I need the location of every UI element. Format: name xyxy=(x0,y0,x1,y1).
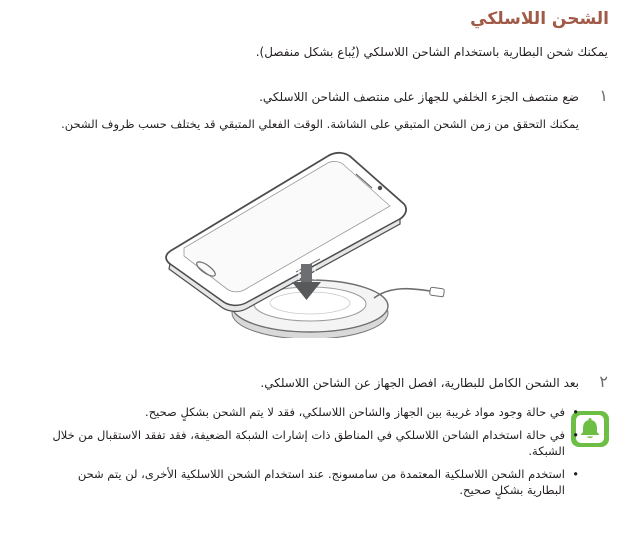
section-intro: يمكنك شحن البطارية باستخدام الشاحن اللاسلكي (يُباع بشكل منفصل). xyxy=(255,45,608,59)
step-2-text: بعد الشحن الكامل للبطارية، افصل الجهاز عن الشاحن اللاسلكي. xyxy=(260,376,579,390)
notes-list xyxy=(49,404,579,505)
note-item: • استخدم الشحن اللاسلكية المعتمدة من سامسونج. عند استخدام الشحن اللاسلكية الأخرى، لن يتم شحن البطارية بشكلٍ صحيح. xyxy=(49,466,579,498)
note-item: • في حالة استخدام الشاحن اللاسلكي في المناطق ذات إشارات الشبكة الضعيفة، فقد تفقد الاستقبال من خلال الشبكة. xyxy=(49,427,579,459)
wireless-charging-illustration xyxy=(160,148,450,338)
step-2-number: ٢ xyxy=(599,372,608,391)
step-1-text: ضع منتصف الجزء الخلفي للجهاز على منتصف الشاحن اللاسلكي. xyxy=(259,90,579,104)
step-1-note: يمكنك التحقق من زمن الشحن المتبقي على الشاشة. الوقت الفعلي المتبقي قد يختلف حسب ظروف الشحن. xyxy=(61,117,579,131)
step-1-number: ١ xyxy=(599,86,608,105)
section-title: الشحن اللاسلكي xyxy=(470,9,609,29)
note-item: • في حالة وجود مواد غريبة بين الجهاز والشاحن اللاسلكي، فقد لا يتم الشحن بشكلٍ صحيح. xyxy=(49,404,579,420)
